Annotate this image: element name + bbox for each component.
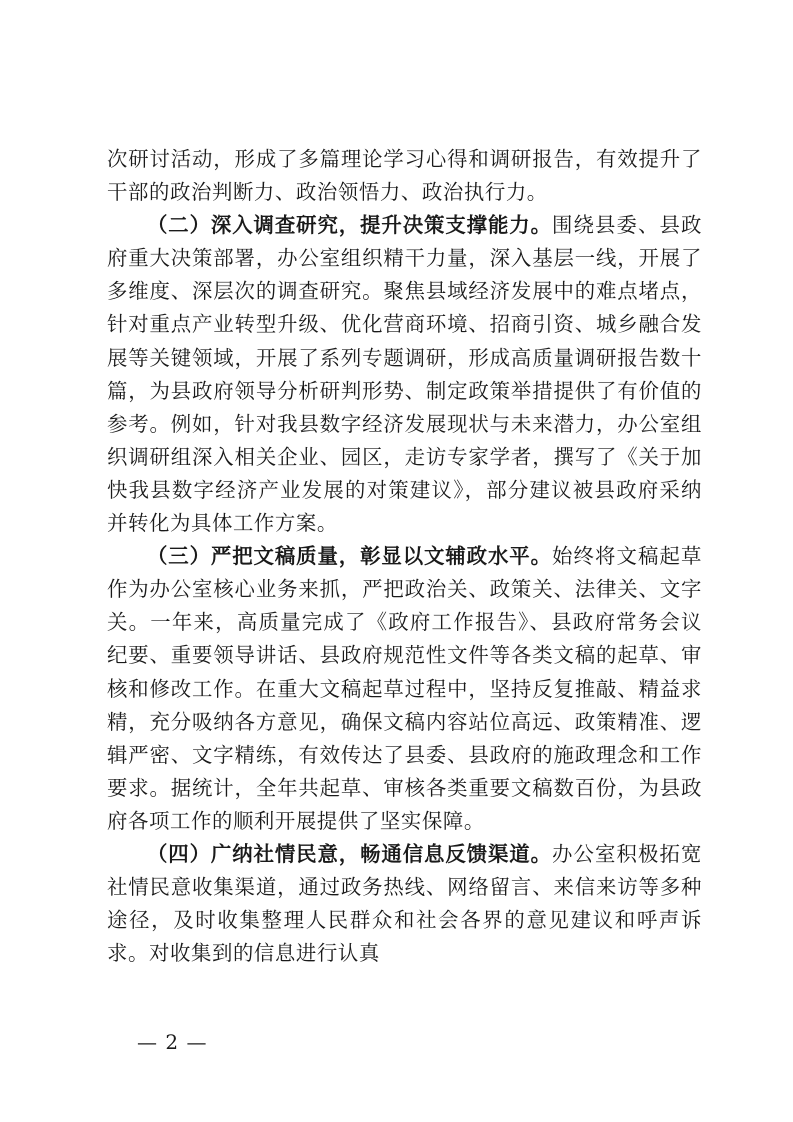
paragraph-section-3: [107, 540, 702, 838]
page-number: — 2 —: [137, 1030, 208, 1054]
paragraph-body: 办公室积极拓宽社情民意收集渠道，通过政务热线、网络留言、来信来访等多种途径，及时收集整理人民群众和社会各界的意见建议和呼声诉求。对收集到的信息进行认真: [107, 841, 702, 966]
section-heading-4: （四）广纳社情民意，畅通信息反馈渠道。: [147, 841, 552, 866]
paragraph-body: 始终将文稿起草作为办公室核心业务来抓，严把政治关、政策关、法律关、文字关。一年来，高质量完成了《政府工作报告》、县政府常务会议纪要、重要领导讲话、县政府规范性文件等各类文稿的起草、审核和修改工作。在重大文稿起草过程中，坚持反复推敲、精益求精，充分吸纳各方意见，确保文稿内容站位高远、政策精准、逻辑严密、文字精练，有效传达了县委、县政府的施政理念和工作要求。据统计，全年共起草、审核各类重要文稿数百份，为县政府各项工作的顺利开展提供了坚实保障。: [107, 544, 702, 833]
section-heading-2: （二）深入调查研究，提升决策支撑能力。: [147, 213, 552, 238]
paragraph-body: 次研讨活动，形成了多篇理论学习心得和调研报告，有效提升了干部的政治判断力、政治领悟力、政治执行力。: [107, 147, 702, 205]
document-body: [107, 143, 702, 970]
paragraph-section-4: [107, 838, 702, 970]
section-heading-3: （三）严把文稿质量，彰显以文辅政水平。: [147, 544, 552, 569]
paragraph-body: 围绕县委、县政府重大决策部署，办公室组织精干力量，深入基层一线，开展了多维度、深层次的调查研究。聚焦县域经济发展中的难点堵点，针对重点产业转型升级、优化营商环境、招商引资、城乡融合发展等关键领域，开展了系列专题调研，形成高质量调研报告数十篇，为县政府领导分析研判形势、制定政策举措提供了有价值的参考。例如，针对我县数字经济发展现状与未来潜力，办公室组织调研组深入相关企业、园区，走访专家学者，撰写了《关于加快我县数字经济产业发展的对策建议》，部分建议被县政府采纳并转化为具体工作方案。: [107, 213, 702, 536]
paragraph-continuation: [107, 143, 702, 209]
paragraph-section-2: [107, 209, 702, 540]
